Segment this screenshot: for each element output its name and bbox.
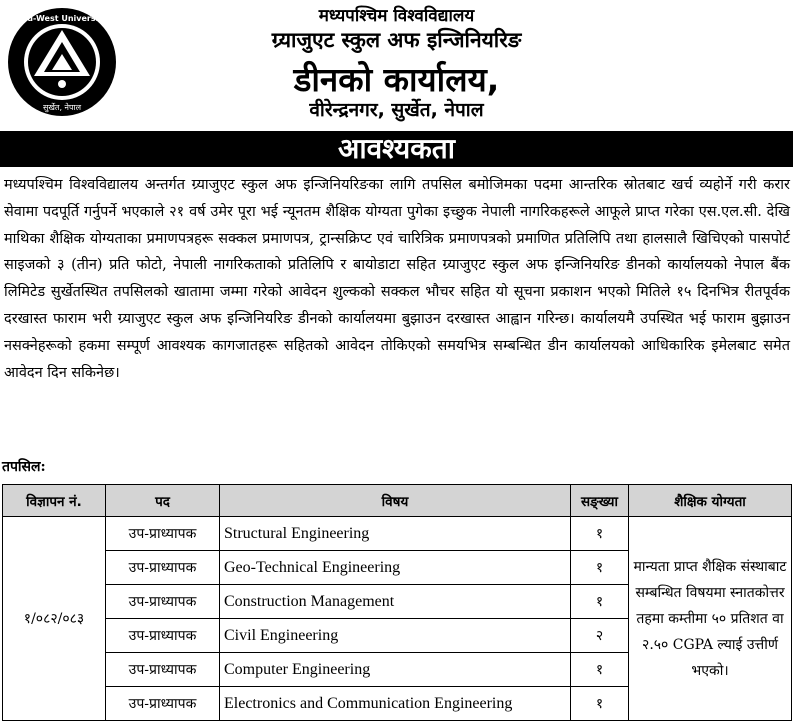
post-cell: उप-प्राध्यापक bbox=[106, 653, 220, 687]
subject-cell: Civil Engineering bbox=[220, 619, 571, 653]
office-address: वीरेन्द्रनगर, सुर्खेत, नेपाल bbox=[309, 99, 484, 121]
qualification-cell: मान्यता प्राप्त शैक्षिक संस्थाबाट सम्बन्धित विषयमा स्नातकोत्तर तहमा कम्तीमा ५० प्रतिशत वा २.५० CGPA ल्याई उत्तीर्ण भएको। bbox=[629, 517, 792, 721]
header-post: पद bbox=[106, 485, 220, 517]
header-advertisement-no: विज्ञापन नं. bbox=[3, 485, 106, 517]
subject-cell: Construction Management bbox=[220, 585, 571, 619]
subject-cell: Geo-Technical Engineering bbox=[220, 551, 571, 585]
post-cell: उप-प्राध्यापक bbox=[106, 585, 220, 619]
header-subject: विषय bbox=[220, 485, 571, 517]
post-cell: उप-प्राध्यापक bbox=[106, 551, 220, 585]
subject-cell: Electronics and Communication Engineering bbox=[220, 687, 571, 721]
office-name: डीनको कार्यालय, bbox=[293, 60, 500, 99]
count-cell: १ bbox=[571, 551, 629, 585]
count-cell: १ bbox=[571, 585, 629, 619]
school-name: ग्र्याजुएट स्कुल अफ इन्जिनियरिङ bbox=[271, 28, 522, 52]
count-cell: १ bbox=[571, 687, 629, 721]
details-label: तपसिल: bbox=[2, 459, 46, 475]
count-cell: १ bbox=[571, 653, 629, 687]
svg-text:Mid-West University: Mid-West University bbox=[16, 14, 108, 23]
table-header-row bbox=[3, 485, 792, 517]
post-cell: उप-प्राध्यापक bbox=[106, 619, 220, 653]
subject-cell: Computer Engineering bbox=[220, 653, 571, 687]
count-cell: २ bbox=[571, 619, 629, 653]
notice-title-banner: आवश्यकता bbox=[0, 131, 793, 167]
advertisement-number: १/०८२/०८३ bbox=[3, 517, 106, 721]
notice-body: मध्यपश्चिम विश्वविद्यालय अन्तर्गत ग्र्याजुएट स्कुल अफ इन्जिनियरिङका लागि तपसिल बमोजिमका पदमा आन्तरिक स्रोतबाट खर्च व्यहोर्ने गरी करार सेवामा पदपूर्ति गर्नुपर्ने भएकाले २१ वर्ष उमेर पूरा भई न्यूनतम शैक्षिक योग्यता पुगेका इच्छुक नेपाली नागरिकहरूले आफूले प्राप्त गरेका एस.एल.सी. देखि माथिका शैक्षिक योग्यताका प्रमाणपत्रहरू सक्कल प्रमाणपत्र, ट्रान्सक्रिप्ट एवं चारित्रिक प्रमाणपत्रको प्रमाणित प्रतिलिपि तथा हालसालै खिचिएको पासपोर्ट साइजको ३ (तीन) प्रति फोटो, नेपाली नागरिकताको प्रतिलिपि र बायोडाटा सहित ग्र्याजुएट स्कुल अफ इन्जिनियरिङ डीनको कार्यालयको नेपाल बैंक लिमिटेड सुर्खेतस्थित तपसिलको खातामा जम्मा गरेको आवेदन शुल्कको सक्कल भौचर सहित यो सूचना प्रकाशन भएको मितिले १५ दिनभित्र रीतपूर्वक दरखास्त फाराम भरी ग्र्याजुएट स्कुल अफ इन्जिनियरिङ डीनको कार्यालयमा बुझाउन दरखास्त आह्वान गरिन्छ। कार्यालयमै उपस्थित भई फाराम बुझाउन नसक्नेहरूको हकमा सम्पूर्ण आवश्यक कागजातहरू सहितको आवेदन तोकिएको समयभित्र सम्बन्धित डीन कार्यालयको आधिकारिक इमेलबाट समेत आवेदन दिन सकिनेछ। bbox=[4, 177, 790, 381]
post-cell: उप-प्राध्यापक bbox=[106, 687, 220, 721]
letterhead bbox=[0, 0, 793, 128]
svg-text:सुर्खेत, नेपाल: सुर्खेत, नेपाल bbox=[42, 103, 82, 112]
vacancy-table bbox=[2, 484, 792, 721]
university-name: मध्यपश्चिम विश्वविद्यालय bbox=[318, 6, 475, 26]
header-count: सङ्ख्या bbox=[571, 485, 629, 517]
post-cell: उप-प्राध्यापक bbox=[106, 517, 220, 551]
table-row bbox=[3, 517, 792, 551]
header-qualification: शैक्षिक योग्यता bbox=[629, 485, 792, 517]
count-cell: १ bbox=[571, 517, 629, 551]
subject-cell: Structural Engineering bbox=[220, 517, 571, 551]
